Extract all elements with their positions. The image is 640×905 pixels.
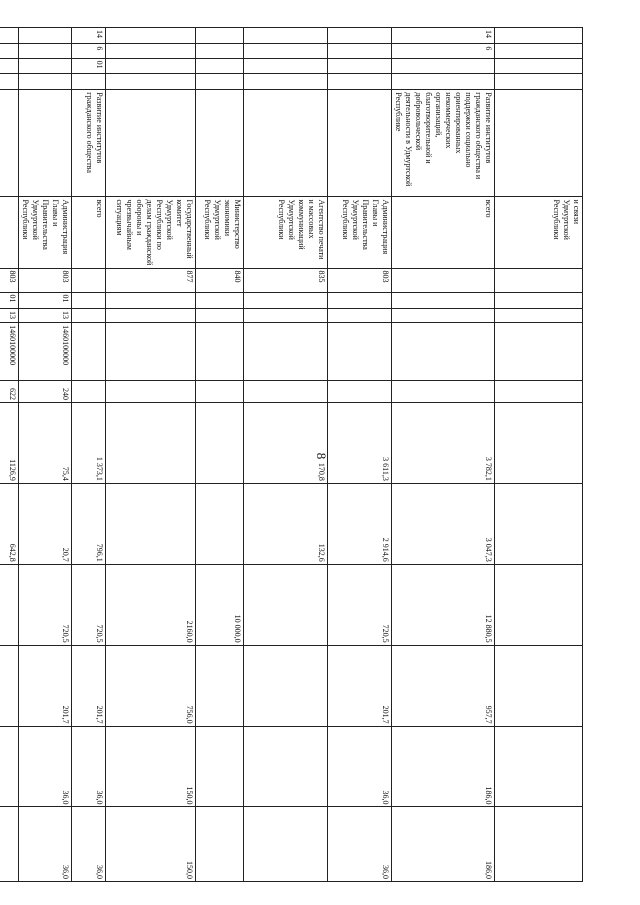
value-cell	[196, 645, 244, 726]
cs-code-cell	[392, 323, 495, 381]
value-cell	[196, 807, 244, 882]
value-cell: 12 880,5	[392, 564, 495, 645]
header-fragment-line: Республики	[552, 199, 561, 240]
m-code-cell	[0, 73, 19, 89]
grbs-code-cell: 835	[244, 268, 328, 292]
value-cell	[244, 807, 328, 882]
table-row	[244, 28, 328, 882]
value-cell	[196, 726, 244, 807]
value-cell	[0, 807, 19, 882]
value-cell: 36,0	[72, 726, 106, 807]
value-cell	[106, 483, 196, 564]
responsible-cell	[0, 197, 19, 268]
cs-code-cell	[72, 323, 106, 381]
header-fragment-cell	[495, 197, 583, 268]
responsible-cell: Администрация Главы и Правительства Удмуртской Республики	[19, 197, 72, 268]
om-code-cell: 01	[72, 58, 106, 73]
value-cell: 720,5	[19, 564, 72, 645]
budget-table	[0, 27, 583, 882]
value-cell: 36,0	[72, 807, 106, 882]
vr-code-cell	[72, 381, 106, 403]
pp-code-cell	[106, 44, 196, 58]
value-cell: 201,7	[72, 645, 106, 726]
rz-code-cell	[328, 292, 392, 308]
rz-code-cell	[392, 292, 495, 308]
grbs-code-cell	[392, 268, 495, 292]
gp-code-cell	[19, 28, 72, 44]
program-name-cell	[328, 90, 392, 197]
pr-code-cell: 13	[0, 308, 19, 322]
program-name-cell	[0, 90, 19, 197]
pp-code-cell	[19, 44, 72, 58]
gp-code-cell	[244, 28, 328, 44]
value-cell: 186,0	[392, 807, 495, 882]
value-cell: 796,1	[72, 483, 106, 564]
om-code-cell	[244, 58, 328, 73]
m-code-cell	[244, 73, 328, 89]
m-code-cell	[392, 73, 495, 89]
pr-code-cell	[244, 308, 328, 322]
value-cell: 36,0	[328, 726, 392, 807]
value-cell: 10 000,0	[196, 564, 244, 645]
table-header-fragment-row	[495, 28, 583, 882]
pr-code-cell	[72, 308, 106, 322]
gp-code-cell: 14	[72, 28, 106, 44]
value-cell: 3 782,1	[392, 402, 495, 483]
table-row	[196, 28, 244, 882]
pr-code-cell: 13	[19, 308, 72, 322]
value-cell: 170,8	[244, 402, 328, 483]
value-cell	[0, 726, 19, 807]
table-row	[328, 28, 392, 882]
grbs-code-cell	[72, 268, 106, 292]
rz-code-cell	[244, 292, 328, 308]
vr-code-cell	[392, 381, 495, 403]
rz-code-cell: 01	[0, 292, 19, 308]
responsible-cell: Администрация Главы и Правительства Удмуртской Республики	[328, 197, 392, 268]
value-cell: 201,7	[19, 645, 72, 726]
value-cell: 720,5	[72, 564, 106, 645]
vr-code-cell	[328, 381, 392, 403]
om-code-cell	[196, 58, 244, 73]
value-cell: 36,0	[19, 726, 72, 807]
value-cell: 3 047,3	[392, 483, 495, 564]
header-fragment-line: и связи	[572, 199, 581, 225]
header-fragment-line: Удмуртской	[562, 199, 571, 240]
value-cell	[106, 402, 196, 483]
m-code-cell	[19, 73, 72, 89]
rz-code-cell	[106, 292, 196, 308]
pr-code-cell	[328, 308, 392, 322]
m-code-cell	[72, 73, 106, 89]
value-cell: 150,0	[106, 726, 196, 807]
value-cell	[244, 645, 328, 726]
pr-code-cell	[106, 308, 196, 322]
value-cell: 3 611,3	[328, 402, 392, 483]
m-code-cell	[106, 73, 196, 89]
pp-code-cell	[328, 44, 392, 58]
budget-table-body	[0, 28, 583, 882]
cs-code-cell: 1460100000	[19, 323, 72, 381]
value-cell	[0, 564, 19, 645]
value-cell: 1 373,1	[72, 402, 106, 483]
vr-code-cell	[196, 381, 244, 403]
budget-table-sheet	[8, 27, 583, 882]
pp-code-cell: 6	[392, 44, 495, 58]
cs-code-cell	[106, 323, 196, 381]
value-cell: 201,7	[328, 645, 392, 726]
gp-code-cell	[328, 28, 392, 44]
responsible-cell: всего	[392, 197, 495, 268]
vr-code-cell	[106, 381, 196, 403]
value-cell	[244, 564, 328, 645]
value-cell: 36,0	[19, 807, 72, 882]
pp-code-cell	[196, 44, 244, 58]
rz-code-cell	[196, 292, 244, 308]
pr-code-cell	[392, 308, 495, 322]
om-code-cell	[0, 58, 19, 73]
responsible-cell: Министерство экономики Удмуртской Республики	[196, 197, 244, 268]
value-cell: 720,5	[328, 564, 392, 645]
value-cell: 75,4	[19, 402, 72, 483]
table-row	[106, 28, 196, 882]
program-name-cell	[244, 90, 328, 197]
m-code-cell	[328, 73, 392, 89]
program-name-cell: Развитие институтов гражданского общества	[72, 90, 106, 197]
m-code-cell	[196, 73, 244, 89]
page-number: 8	[314, 452, 329, 460]
gp-code-cell	[196, 28, 244, 44]
table-row	[72, 28, 106, 882]
grbs-code-cell: 803	[19, 268, 72, 292]
program-name-cell	[196, 90, 244, 197]
table-row	[0, 28, 19, 882]
cs-code-cell	[328, 323, 392, 381]
pp-code-cell	[0, 44, 19, 58]
cs-code-cell	[196, 323, 244, 381]
om-code-cell	[392, 58, 495, 73]
grbs-code-cell: 803	[0, 268, 19, 292]
program-name-cell: Развитие институтов гражданского общества и поддержки социально ориентированных некоммерческих организаций, благотворительной и добровольческой деятельности в Удмуртской Республике	[392, 90, 495, 197]
value-cell	[0, 645, 19, 726]
program-name-cell	[106, 90, 196, 197]
rz-code-cell: 01	[19, 292, 72, 308]
gp-code-cell	[106, 28, 196, 44]
vr-code-cell: 240	[19, 381, 72, 403]
grbs-code-cell: 840	[196, 268, 244, 292]
value-cell: 756,0	[106, 645, 196, 726]
budget-table-rotated	[8, 27, 583, 882]
vr-code-cell	[244, 381, 328, 403]
pp-code-cell	[244, 44, 328, 58]
cs-code-cell: 1460100000	[0, 323, 19, 381]
value-cell	[244, 726, 328, 807]
table-row	[19, 28, 72, 882]
value-cell: 150,0	[106, 807, 196, 882]
grbs-code-cell: 803	[328, 268, 392, 292]
value-cell: 36,0	[328, 807, 392, 882]
om-code-cell	[106, 58, 196, 73]
pr-code-cell	[196, 308, 244, 322]
responsible-cell: Государственный комитет Удмуртской Республики по делам гражданской обороны и чрезвычайным ситуациям	[106, 197, 196, 268]
responsible-cell: всего	[72, 197, 106, 268]
value-cell	[196, 402, 244, 483]
rz-code-cell	[72, 292, 106, 308]
grbs-code-cell: 877	[106, 268, 196, 292]
pp-code-cell: 6	[72, 44, 106, 58]
value-cell: 2 914,6	[328, 483, 392, 564]
vr-code-cell: 622	[0, 381, 19, 403]
responsible-cell: Агентство печати и массовых коммуникаций Удмуртской Республики	[244, 197, 328, 268]
cs-code-cell	[244, 323, 328, 381]
value-cell: 20,7	[19, 483, 72, 564]
value-cell: 132,6	[244, 483, 328, 564]
gp-code-cell	[0, 28, 19, 44]
gp-code-cell: 14	[392, 28, 495, 44]
table-row	[392, 28, 495, 882]
value-cell: 642,8	[0, 483, 19, 564]
om-code-cell	[328, 58, 392, 73]
value-cell: 1126,9	[0, 402, 19, 483]
om-code-cell	[19, 58, 72, 73]
value-cell	[196, 483, 244, 564]
value-cell: 2160,0	[106, 564, 196, 645]
value-cell: 957,7	[392, 645, 495, 726]
program-name-cell	[19, 90, 72, 197]
value-cell: 186,0	[392, 726, 495, 807]
